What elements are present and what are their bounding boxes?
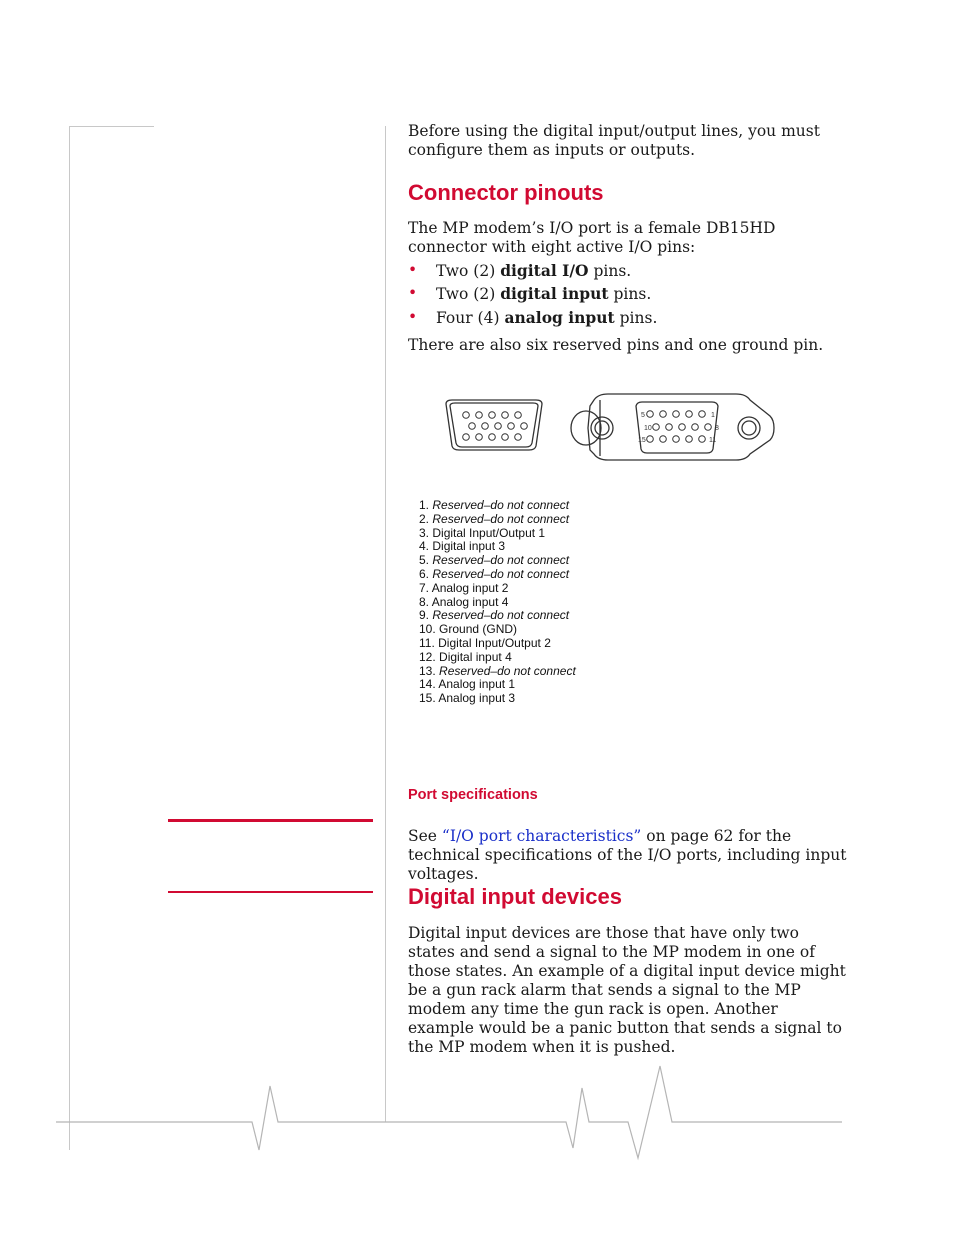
- pin-list-item: 15. Analog input 3: [419, 691, 516, 706]
- pin-list-item: 13. Reserved–do not connect: [419, 663, 576, 678]
- bullet-icon: •: [408, 308, 418, 326]
- red-divider-rule: [168, 891, 373, 893]
- intro-paragraph: Before using the digital input/output lines, you must configure them as inputs or outputs.: [408, 122, 820, 159]
- pin-list-item: 9. Reserved–do not connect: [419, 608, 570, 623]
- bullet-icon: •: [408, 261, 418, 279]
- pin-list-item: 3. Digital Input/Output 1: [419, 525, 546, 540]
- pin-list-item: 11. Digital Input/Output 2: [419, 635, 551, 650]
- connector-pinouts-paragraph: The MP modem’s I/O port is a female DB15HD connector with eight active I/O pins:: [408, 219, 776, 256]
- pin-label: 5: [641, 412, 645, 419]
- pin-list-item: 7. Analog input 2: [419, 580, 509, 595]
- db15-male-connector-icon: [446, 400, 542, 450]
- db15hd-connector-diagram: [440, 390, 780, 466]
- digital-input-devices-heading: Digital input devices: [408, 884, 622, 909]
- port-specifications-paragraph: See “I/O port characteristics” on page 62 for the technical specifications of the I/O ports, including input voltages.: [408, 827, 847, 883]
- reserved-pins-paragraph: There are also six reserved pins and one ground pin.: [408, 336, 824, 354]
- pin-list-item: 1. Reserved–do not connect: [419, 498, 570, 512]
- pin-list: [419, 499, 576, 706]
- pin-label: 10: [644, 425, 652, 432]
- pin-list-item: 14. Analog input 1: [419, 677, 516, 692]
- left-margin-line: [69, 126, 70, 1150]
- pin-list-item: 5. Reserved–do not connect: [419, 553, 570, 568]
- connector-pinouts-heading: Connector pinouts: [408, 180, 604, 205]
- pin-label: 1: [711, 412, 715, 419]
- pin-list-item: 12. Digital input 4: [419, 649, 512, 664]
- red-divider-rule: [168, 819, 373, 822]
- port-specifications-heading: Port specifications: [408, 787, 538, 803]
- io-port-characteristics-link[interactable]: “I/O port characteristics”: [441, 827, 642, 845]
- pin-label: 8: [715, 425, 719, 432]
- pin-label: 15: [638, 437, 646, 444]
- top-left-rule: [69, 126, 154, 127]
- db15-female-connector-icon: [571, 394, 774, 460]
- pin-list-item: 8. Analog input 4: [419, 594, 509, 609]
- column-divider-line: [385, 126, 386, 1122]
- pin-label: 11: [709, 437, 717, 444]
- pin-list-item: 2. Reserved–do not connect: [419, 511, 570, 526]
- digital-input-devices-paragraph: Digital input devices are those that have only two states and send a signal to the MP modem in one of those states. An example of a digital input device might be a gun rack alarm that sends a signal to the MP modem any time the gun rack is open. Another example would be a panic button that sends a signal to the MP modem when it is pushed.: [408, 924, 846, 1056]
- pin-list-item: 4. Digital input 3: [419, 539, 506, 554]
- footer-waveform-line: [0, 1060, 954, 1170]
- bullet-icon: •: [408, 284, 418, 302]
- pin-list-item: 6. Reserved–do not connect: [419, 566, 570, 581]
- pin-list-item: 10. Ground (GND): [419, 622, 518, 637]
